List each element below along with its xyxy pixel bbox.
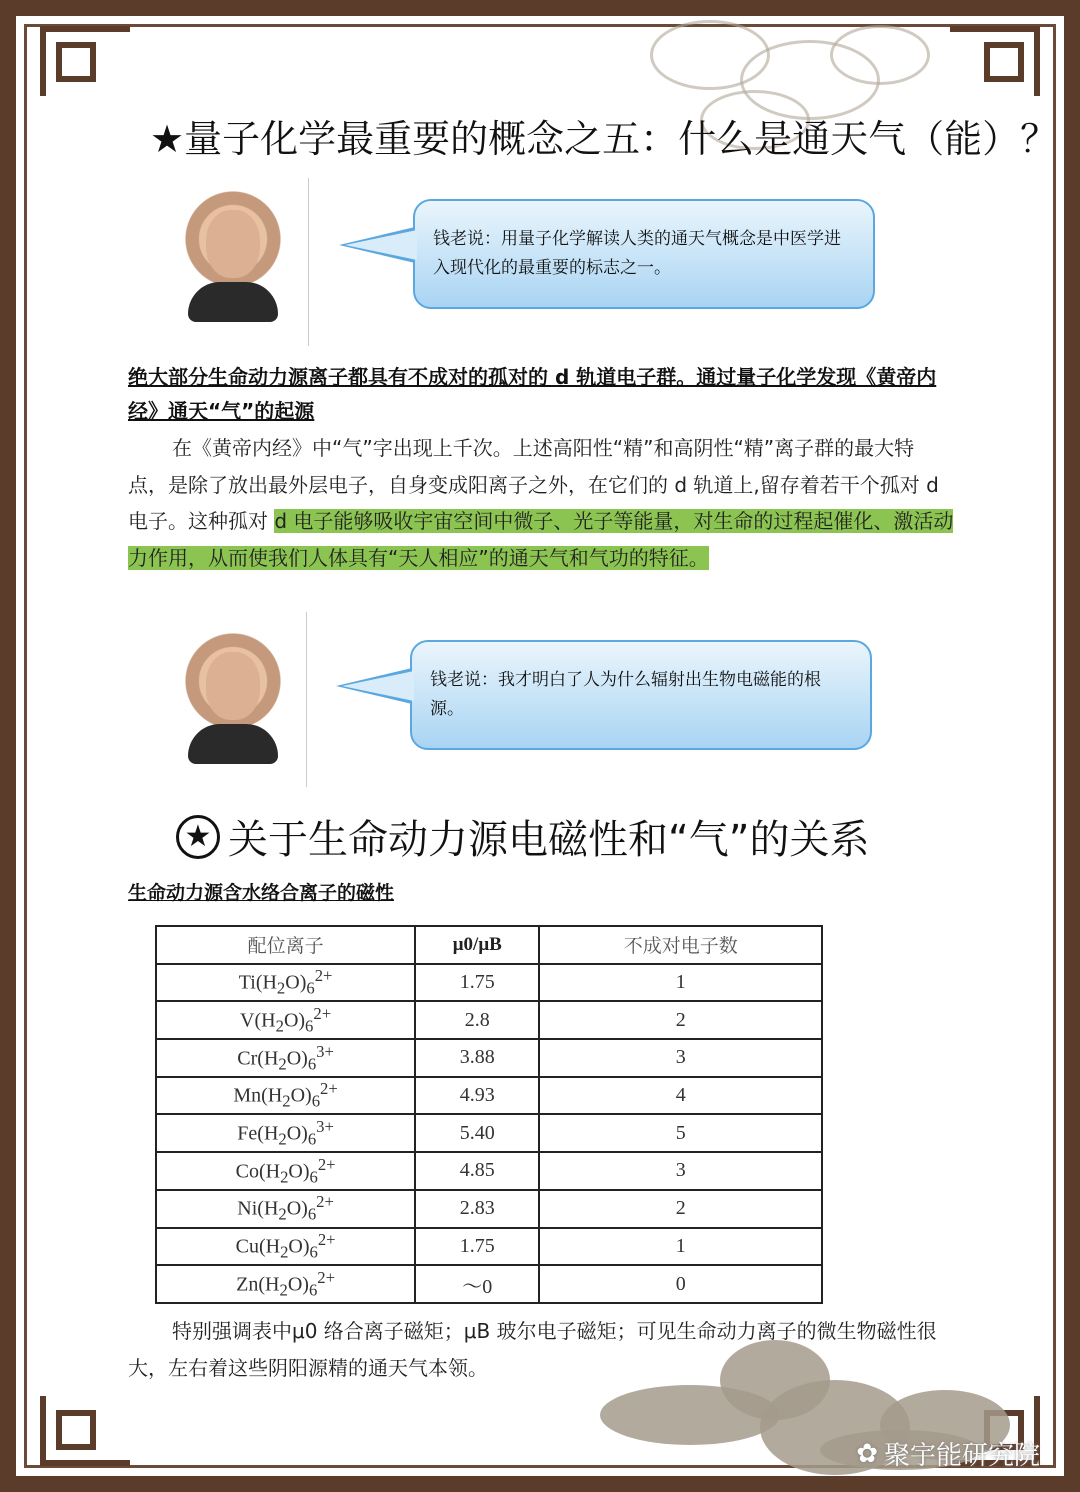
divider [308,178,309,346]
table-row [156,1152,822,1190]
quote-text-2: 钱老说：我才明白了人为什么辐射出生物电磁能的根源。 [430,670,821,719]
table-row [156,1190,822,1228]
section-title-text: 关于生命动力源电磁性和“气”的关系 [228,817,870,863]
table-row [156,1265,822,1303]
wechat-icon: ✿ [856,1438,878,1469]
ion-formula: $Cr(H_2O)_6^{3+}$ [156,1039,415,1077]
table-row [156,1114,822,1152]
mu-value: 4.85 [415,1152,539,1190]
mu-value: 4.93 [415,1077,539,1115]
mu-value: 3.88 [415,1039,539,1077]
watermark [856,1435,1040,1472]
section-heading: 绝大部分生命动力源离子都具有不成对的孤对的 d 轨道电子群。通过量子化学发现《黄帝内经》通天“气”的起源 [128,365,937,423]
header-ligand-ion: 配位离子 [156,926,415,964]
ion-formula: $Fe(H_2O)_6^{3+}$ [156,1114,415,1152]
ion-formula: $Mn(H_2O)_6^{2+}$ [156,1077,415,1115]
mu-value: 1.75 [415,964,539,1002]
mu-value: ～0 [415,1265,539,1303]
section-title [176,808,869,865]
table-row [156,1001,822,1039]
body-paragraph [128,430,954,576]
magnetism-table [155,925,823,1304]
corner-ornament-top-left [34,16,154,126]
table-caption: 生命动力源含水络合离子的磁性 [128,882,395,904]
ion-formula: $V(H_2O)_6^{2+}$ [156,1001,415,1039]
page-title: ★量子化学最重要的概念之五：什么是通天气（能）？ [150,117,1059,161]
speech-bubble-1 [413,199,875,309]
mu-value: 2.8 [415,1001,539,1039]
header-mu-ratio: μ0/μB [415,926,539,964]
unpaired-count: 2 [539,1190,822,1228]
table-row [156,1077,822,1115]
unpaired-count: 5 [539,1114,822,1152]
portrait-image-1 [168,190,298,330]
divider [306,612,307,787]
mu-value: 1.75 [415,1228,539,1266]
ion-formula: $Ti(H_2O)_6^{2+}$ [156,964,415,1002]
ion-formula: $Cu(H_2O)_6^{2+}$ [156,1228,415,1266]
unpaired-count: 0 [539,1265,822,1303]
table-row [156,1228,822,1266]
mu-value: 2.83 [415,1190,539,1228]
ion-formula: $Zn(H_2O)_6^{2+}$ [156,1265,415,1303]
unpaired-count: 4 [539,1077,822,1115]
highlighted-text: d 电子能够吸收宇宙空间中微子、光子等能量，对生命的过程起催化、激活动力作用，从而使我们人体具有“天人相应”的通天气和气功的特征。 [128,509,954,570]
circled-star-icon: ★ [176,815,220,859]
table-row [156,964,822,1002]
mu-value: 5.40 [415,1114,539,1152]
watermark-text: 聚宇能研究院 [883,1441,1040,1471]
ion-formula: $Co(H_2O)_6^{2+}$ [156,1152,415,1190]
unpaired-count: 1 [539,964,822,1002]
header-unpaired-electrons: 不成对电子数 [539,926,822,964]
unpaired-count: 3 [539,1152,822,1190]
paragraph-text: 在《黄帝内经》中“气”字出现上千次。上述高阳性“精”和高阴性“精”离子群的最大特点，是除了放出最外层电子，自身变成阳离子之外，在它们的 d 轨道上,留存着若干个孤对 d 电子。这种孤对 [128,436,939,533]
portrait-image-2 [168,632,298,772]
unpaired-count: 2 [539,1001,822,1039]
unpaired-count: 3 [539,1039,822,1077]
speech-bubble-2 [410,640,872,750]
footer-paragraph: 特别强调表中μ0 络合离子磁矩；μB 玻尔电子磁矩；可见生命动力离子的微生物磁性很大，左右着这些阴阳源精的通天气本领。 [128,1319,937,1380]
table-row [156,1039,822,1077]
ion-formula: $Ni(H_2O)_6^{2+}$ [156,1190,415,1228]
unpaired-count: 1 [539,1228,822,1266]
quote-text-1: 钱老说：用量子化学解读人类的通天气概念是中医学进入现代化的最重要的标志之一。 [433,229,841,278]
